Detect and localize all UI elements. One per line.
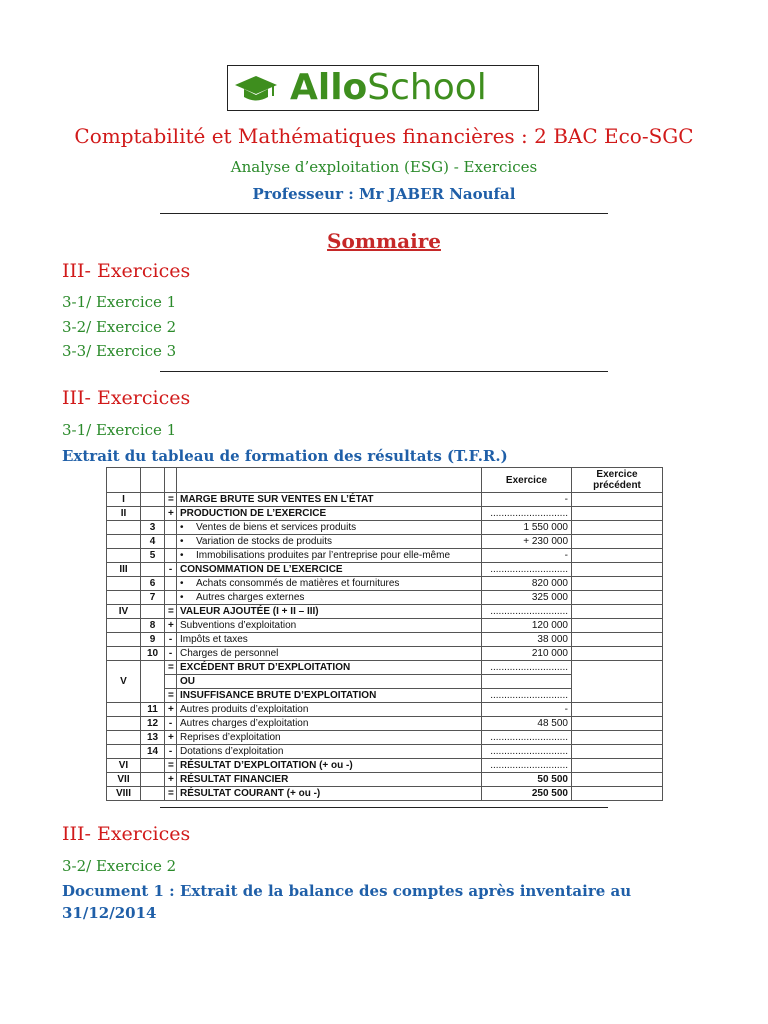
table-row (107, 591, 663, 605)
row-value: ............................ (482, 605, 572, 619)
table-row (107, 521, 663, 535)
row-value: ............................ (482, 731, 572, 745)
row-roman (107, 703, 141, 717)
row-value (482, 675, 572, 689)
row-num: 3 (141, 521, 165, 535)
row-label-text: Autres charges externes (196, 592, 305, 603)
row-label: Charges de personnel (177, 647, 482, 661)
row-num (141, 507, 165, 521)
row-value: 820 000 (482, 577, 572, 591)
row-num (141, 661, 165, 703)
row-previous (572, 633, 663, 647)
row-label-text: Variation de stocks de produits (196, 536, 333, 547)
row-label: Dotations d’exploitation (177, 745, 482, 759)
row-sign: + (165, 731, 177, 745)
document-subtitle: Analyse d’exploitation (ESG) - Exercices (230, 158, 538, 176)
row-sign: + (165, 703, 177, 717)
row-num: 4 (141, 535, 165, 549)
row-label (177, 591, 482, 605)
row-label: VALEUR AJOUTÉE (I + II – III) (177, 605, 482, 619)
row-label: Reprises d’exploitation (177, 731, 482, 745)
row-num: 9 (141, 633, 165, 647)
alloschool-logo[interactable] (227, 65, 539, 111)
row-value: 210 000 (482, 647, 572, 661)
logo-allo: Allo (290, 67, 368, 108)
table-row (107, 745, 663, 759)
row-value: + 230 000 (482, 535, 572, 549)
row-value: 38 000 (482, 633, 572, 647)
row-previous (572, 661, 663, 703)
subsection-heading: 3-2/ Exercice 2 (62, 857, 177, 875)
row-num: 5 (141, 549, 165, 563)
row-num: 8 (141, 619, 165, 633)
row-previous (572, 619, 663, 633)
row-previous (572, 773, 663, 787)
row-sign (165, 577, 177, 591)
row-previous (572, 521, 663, 535)
row-sign: - (165, 563, 177, 577)
row-num (141, 493, 165, 507)
logo-school: School (367, 67, 487, 108)
row-label: MARGE BRUTE SUR VENTES EN L’ÉTAT (177, 493, 482, 507)
row-num: 10 (141, 647, 165, 661)
row-num (141, 759, 165, 773)
sommaire-heading: Sommaire (327, 229, 441, 253)
row-num (141, 563, 165, 577)
row-value: 325 000 (482, 591, 572, 605)
tfr-table (106, 467, 663, 801)
row-value: ............................ (482, 661, 572, 675)
row-roman: I (107, 493, 141, 507)
row-label: RÉSULTAT FINANCIER (177, 773, 482, 787)
row-label: EXCÉDENT BRUT D’EXPLOITATION (177, 661, 482, 675)
table-row (107, 717, 663, 731)
document-caption-date: 31/12/2014 (62, 904, 157, 922)
row-label (177, 577, 482, 591)
bullet-icon: • (180, 522, 184, 533)
row-sign (165, 521, 177, 535)
table-row (107, 493, 663, 507)
bullet-icon: • (180, 550, 184, 561)
row-num (141, 787, 165, 801)
row-sign: = (165, 493, 177, 507)
row-previous (572, 745, 663, 759)
row-num: 11 (141, 703, 165, 717)
row-previous (572, 493, 663, 507)
section-heading: III- Exercices (62, 823, 191, 845)
table-row (107, 563, 663, 577)
document-title: Comptabilité et Mathématiques financières : 2 BAC Eco-SGC (74, 124, 694, 148)
table-row (107, 577, 663, 591)
row-previous (572, 787, 663, 801)
row-value: ............................ (482, 689, 572, 703)
row-roman (107, 731, 141, 745)
row-label: Autres charges d’exploitation (177, 717, 482, 731)
row-num: 6 (141, 577, 165, 591)
row-label-text: Ventes de biens et services produits (196, 522, 357, 533)
table-row (107, 507, 663, 521)
toc-item-exercice-2[interactable]: 3-2/ Exercice 2 (62, 318, 177, 336)
divider (160, 371, 608, 372)
row-previous (572, 717, 663, 731)
row-value: 1 550 000 (482, 521, 572, 535)
row-label (177, 521, 482, 535)
row-label: Impôts et taxes (177, 633, 482, 647)
row-sign: + (165, 507, 177, 521)
row-label-text: Achats consommés de matières et fournitures (196, 578, 400, 589)
row-previous (572, 549, 663, 563)
table-row (107, 549, 663, 563)
row-num (141, 605, 165, 619)
table-row (107, 703, 663, 717)
row-num: 12 (141, 717, 165, 731)
row-previous (572, 605, 663, 619)
row-value: - (482, 493, 572, 507)
header-blank (177, 468, 482, 493)
row-roman (107, 549, 141, 563)
row-value: ............................ (482, 759, 572, 773)
professor-name: Professeur : Mr JABER Naoufal (252, 185, 516, 203)
row-label-text: Immobilisations produites par l’entreprise pour elle-même (196, 550, 450, 561)
row-value: ............................ (482, 507, 572, 521)
row-num: 13 (141, 731, 165, 745)
header-exercice-precedent: Exercice précédent (572, 468, 663, 493)
row-roman (107, 633, 141, 647)
row-roman (107, 745, 141, 759)
row-sign: = (165, 759, 177, 773)
table-row (107, 619, 663, 633)
row-roman (107, 619, 141, 633)
row-previous (572, 703, 663, 717)
row-previous (572, 759, 663, 773)
row-label: CONSOMMATION DE L’EXERCICE (177, 563, 482, 577)
row-previous (572, 647, 663, 661)
row-sign (165, 535, 177, 549)
bullet-icon: • (180, 592, 184, 603)
row-label: RÉSULTAT D’EXPLOITATION (+ ou -) (177, 759, 482, 773)
row-value: 250 500 (482, 787, 572, 801)
row-roman (107, 535, 141, 549)
row-label: RÉSULTAT COURANT (+ ou -) (177, 787, 482, 801)
row-previous (572, 535, 663, 549)
table-caption: Extrait du tableau de formation des résultats (T.F.R.) (62, 447, 508, 465)
row-label (177, 535, 482, 549)
header-blank (141, 468, 165, 493)
row-roman: VII (107, 773, 141, 787)
graduation-cap-icon (234, 74, 278, 104)
row-value: 48 500 (482, 717, 572, 731)
divider (160, 807, 608, 808)
bullet-icon: • (180, 578, 184, 589)
row-label (177, 549, 482, 563)
table-row (107, 787, 663, 801)
row-sign: + (165, 773, 177, 787)
table-row (107, 605, 663, 619)
table-row (107, 661, 663, 675)
row-roman (107, 647, 141, 661)
subsection-heading: 3-1/ Exercice 1 (62, 421, 177, 439)
table-row (107, 731, 663, 745)
row-roman (107, 521, 141, 535)
row-roman (107, 717, 141, 731)
row-value: 120 000 (482, 619, 572, 633)
row-roman (107, 591, 141, 605)
row-roman: VI (107, 759, 141, 773)
document-caption: Document 1 : Extrait de la balance des comptes après inventaire au (62, 882, 632, 900)
row-roman: III (107, 563, 141, 577)
row-value: 50 500 (482, 773, 572, 787)
row-sign: - (165, 633, 177, 647)
bullet-icon: • (180, 536, 184, 547)
row-num: 14 (141, 745, 165, 759)
row-label: PRODUCTION DE L’EXERCICE (177, 507, 482, 521)
row-sign: = (165, 605, 177, 619)
row-label: Subventions d’exploitation (177, 619, 482, 633)
header-blank (107, 468, 141, 493)
row-value: ............................ (482, 563, 572, 577)
row-sign: = (165, 787, 177, 801)
toc-item-exercice-3[interactable]: 3-3/ Exercice 3 (62, 342, 177, 360)
row-label: Autres produits d’exploitation (177, 703, 482, 717)
row-num: 7 (141, 591, 165, 605)
row-previous (572, 507, 663, 521)
row-roman: II (107, 507, 141, 521)
table-row (107, 759, 663, 773)
row-value: - (482, 549, 572, 563)
row-label: INSUFFISANCE BRUTE D’EXPLOITATION (177, 689, 482, 703)
row-num (141, 773, 165, 787)
row-sign (165, 675, 177, 689)
logo-text (290, 68, 487, 108)
divider (160, 213, 608, 214)
row-previous (572, 591, 663, 605)
section-heading: III- Exercices (62, 387, 191, 409)
sommaire-section-heading: III- Exercices (62, 260, 191, 282)
row-sign: + (165, 619, 177, 633)
table-header-row (107, 468, 663, 493)
row-label: OU (177, 675, 482, 689)
table-row (107, 535, 663, 549)
row-sign (165, 549, 177, 563)
table-row (107, 773, 663, 787)
row-value: ............................ (482, 745, 572, 759)
row-previous (572, 731, 663, 745)
row-roman: IV (107, 605, 141, 619)
table-row (107, 633, 663, 647)
header-blank (165, 468, 177, 493)
row-roman (107, 577, 141, 591)
row-previous (572, 563, 663, 577)
row-sign: - (165, 647, 177, 661)
row-sign: = (165, 661, 177, 675)
row-roman: VIII (107, 787, 141, 801)
header-exercice: Exercice (482, 468, 572, 493)
row-sign (165, 591, 177, 605)
row-previous (572, 577, 663, 591)
row-sign: - (165, 745, 177, 759)
row-sign: = (165, 689, 177, 703)
row-roman: V (107, 661, 141, 703)
row-value: - (482, 703, 572, 717)
row-sign: - (165, 717, 177, 731)
toc-item-exercice-1[interactable]: 3-1/ Exercice 1 (62, 293, 177, 311)
table-row (107, 647, 663, 661)
